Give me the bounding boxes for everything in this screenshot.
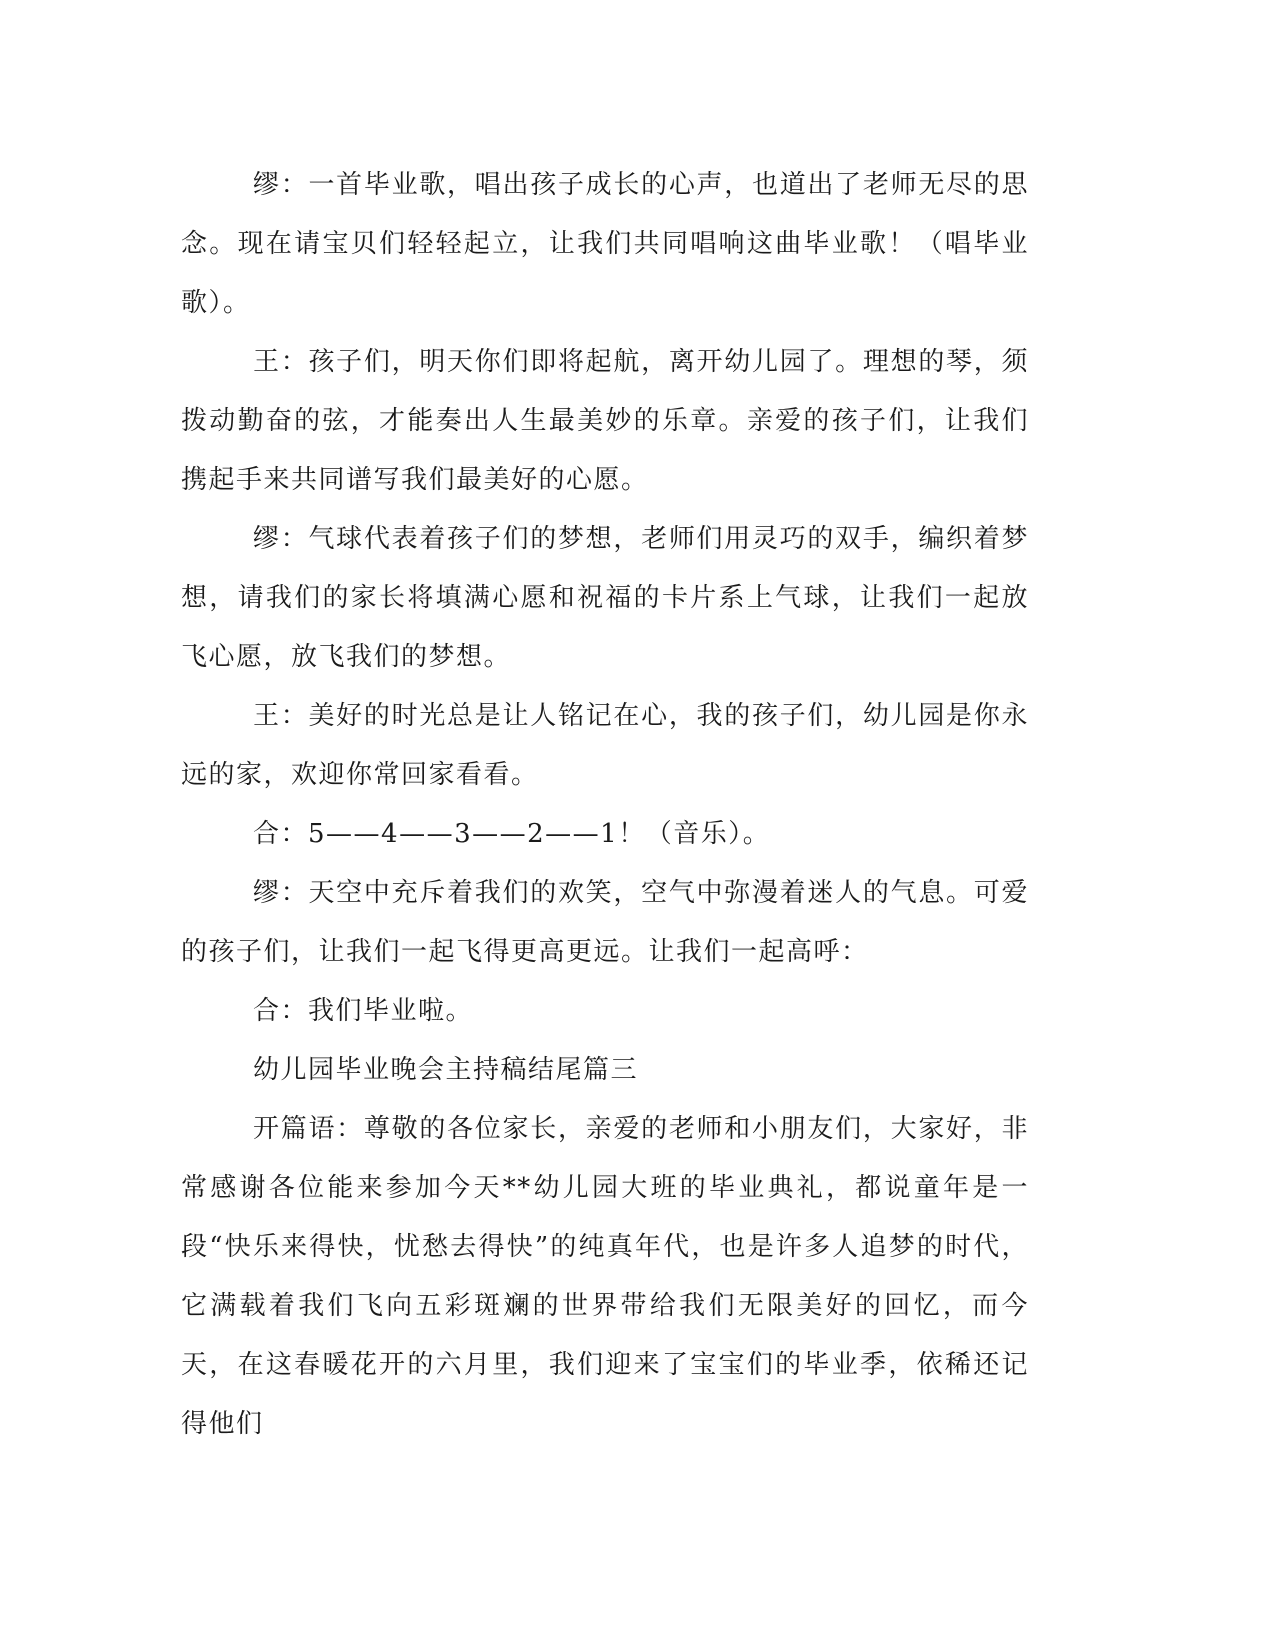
paragraph: 缪：一首毕业歌，唱出孩子成长的心声，也道出了老师无尽的思念。现在请宝贝们轻轻起立，让我们共同唱响这曲毕业歌！（唱毕业歌）。: [181, 170, 1029, 318]
paragraph: 缪：天空中充斥着我们的欢笑，空气中弥漫着迷人的气息。可爱的孩子们，让我们一起飞得更高更远。让我们一起高呼：: [181, 878, 1029, 967]
section-heading: 幼儿园毕业晚会主持稿结尾篇三: [253, 1055, 639, 1085]
paragraph: 合：5——4——3——2——1！（音乐）。: [253, 819, 771, 849]
paragraph: 王：孩子们，明天你们即将起航，离开幼儿园了。理想的琴，须拨动勤奋的弦，才能奏出人生最美妙的乐章。亲爱的孩子们，让我们携起手来共同谱写我们最美好的心愿。: [181, 347, 1029, 495]
paragraph: 开篇语：尊敬的各位家长，亲爱的老师和小朋友们，大家好，非常感谢各位能来参加今天**幼儿园大班的毕业典礼，都说童年是一段“快乐来得快，忧愁去得快”的纯真年代，也是许多人追梦的时代，它满载着我们飞向五彩斑斓的世界带给我们无限美好的回忆，而今天，在这春暖花开的六月里，我们迎来了宝宝们的毕业季，依稀还记得他们: [181, 1114, 1029, 1439]
paragraph: 缪：气球代表着孩子们的梦想，老师们用灵巧的双手，编织着梦想，请我们的家长将填满心愿和祝福的卡片系上气球，让我们一起放飞心愿，放飞我们的梦想。: [181, 524, 1029, 672]
paragraph: 合：我们毕业啦。: [253, 996, 474, 1026]
document-body: [181, 156, 1029, 1454]
paragraph: 王：美好的时光总是让人铭记在心，我的孩子们，幼儿园是你永远的家，欢迎你常回家看看。: [181, 701, 1029, 790]
